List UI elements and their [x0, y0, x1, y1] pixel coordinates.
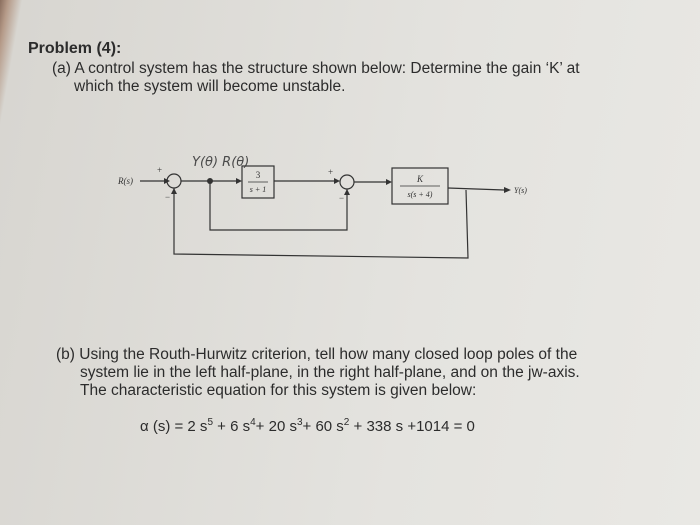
arrow-block2: [386, 179, 392, 185]
eq-power-5: 5: [207, 417, 213, 428]
input-label: R(s): [118, 176, 133, 186]
block2-denominator: s(s + 4): [407, 190, 433, 199]
inner-feedback-arrow: [344, 189, 350, 195]
summing-junction-2: [340, 175, 354, 189]
sum2-sign-bottom: −: [339, 193, 345, 203]
output-label: Y(s): [514, 186, 527, 195]
block2-numerator: K: [416, 174, 424, 184]
outer-feedback-arrow: [171, 188, 177, 194]
eq-lhs: α (s) = 2 s: [140, 418, 208, 435]
handwritten-note: Y(θ) R(θ): [192, 155, 250, 170]
eq-power-3: 3: [296, 417, 303, 428]
block1-denominator: s + 1: [249, 185, 267, 194]
part-a-line-2: which the system will become unstable.: [74, 78, 346, 95]
eq-term-2: + 6 s: [213, 418, 251, 435]
sum1-sign-top: +: [157, 165, 163, 175]
output-arrow: [504, 187, 511, 193]
characteristic-equation: [140, 418, 475, 435]
eq-power-4: 4: [250, 417, 256, 428]
sum1-sign-bottom: −: [165, 192, 171, 202]
problem-title: Problem (4):: [28, 40, 122, 57]
eq-term-4: + 60 s: [302, 418, 344, 435]
eq-term-5: + 338 s +1014 = 0: [349, 418, 475, 435]
part-a-line-1: (a) A control system has the structure shown below: Determine the gain ‘K’ at: [52, 60, 580, 77]
eq-term-3: + 20 s: [255, 418, 297, 435]
part-b-line-1: (b) Using the Routh-Hurwitz criterion, tell how many closed loop poles of the: [56, 346, 578, 363]
block1-numerator: 3: [255, 170, 261, 180]
output-line: [448, 188, 504, 190]
arrow-sum2: [334, 178, 340, 184]
arrow-block1: [236, 178, 242, 184]
part-b-line-3: The characteristic equation for this system is given below:: [80, 382, 477, 399]
sum2-sign-top: +: [328, 167, 334, 177]
part-b-line-2: system lie in the left half-plane, in the right half-plane, and on the jw-axis.: [80, 364, 580, 381]
inner-feedback-path: [210, 181, 347, 230]
eq-power-2: 2: [343, 417, 350, 428]
